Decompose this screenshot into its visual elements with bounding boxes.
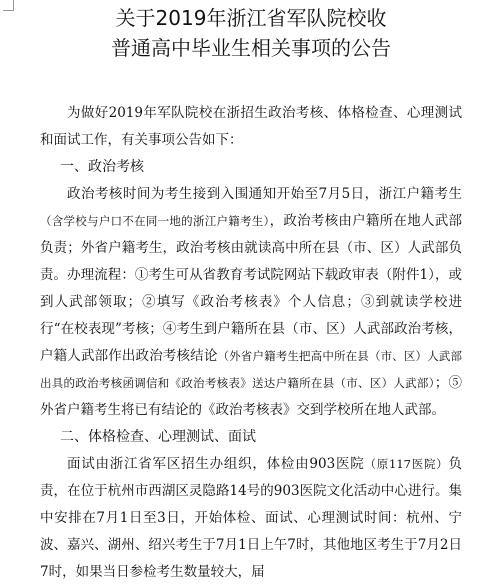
section-1-heading: 一、政治考核 — [60, 159, 144, 175]
document-title — [40, 4, 462, 62]
title-line-1: 关于2019年浙江省军队院校收 — [115, 6, 387, 30]
section-1-text-a: 政治考核时间为考生接到入围通知开始至7月5日，浙江户籍考生 — [67, 186, 462, 202]
section-2-text-a: 面试由浙江省军区招生办组织，体检由903医院 — [67, 456, 365, 472]
section-1-text-e: ；⑤外省户籍考生将已有结论的《政治考核表》交到学校所在地人武部。 — [40, 375, 462, 418]
section-2-heading: 二、体格检查、心理测试、面试 — [60, 429, 256, 445]
section-2-note-b: （原117医院） — [364, 457, 449, 471]
section-1-paragraph — [40, 181, 462, 424]
section-1-text-c: ，政治考核由户籍所在地人武部负责；外省户籍考生，政治考核由就读高中所在县（市、区）人武部负责。办理流程：①考生可从省教育考试院网站下载政审表（附件1），或到人武部领取；②填写《政治考核表》个人信息；③到就读学校进行“在校表现”考核；④考生到户籍所在县（市、区）人武部政治考核，户籍人武部作出政治考核结论 — [40, 213, 463, 364]
section-1-note-d: （外省户籍考生把高中所在县（市、区）人武部出具的政治考核函调信和《政治考核表》送达户籍所在县（市、区）人武部） — [40, 349, 463, 390]
section-2-text-c: 负责，在位于杭州市西湖区灵隐路14号的903医院文化活动中心进行。集中安排在7月1日至3日，开始体检、面试、心理测试时间：杭州、宁波、嘉兴、湖州、绍兴考生于7月1日上午7时，其他地区考生于7月2日7时，如果当日参检考生数量较大，届 — [40, 456, 462, 580]
title-line-2: 普通高中毕业生相关事项的公告 — [111, 36, 391, 60]
section-2-paragraph — [40, 451, 462, 586]
page-corner-mark — [3, 0, 14, 11]
section-1-note-a: （含学校与户口不在同一地的浙江户籍考生） — [40, 214, 270, 228]
intro-paragraph: 为做好2019年军队院校在浙招生政治考核、体格检查、心理测试和面试工作，有关事项公告如下： — [40, 105, 462, 148]
